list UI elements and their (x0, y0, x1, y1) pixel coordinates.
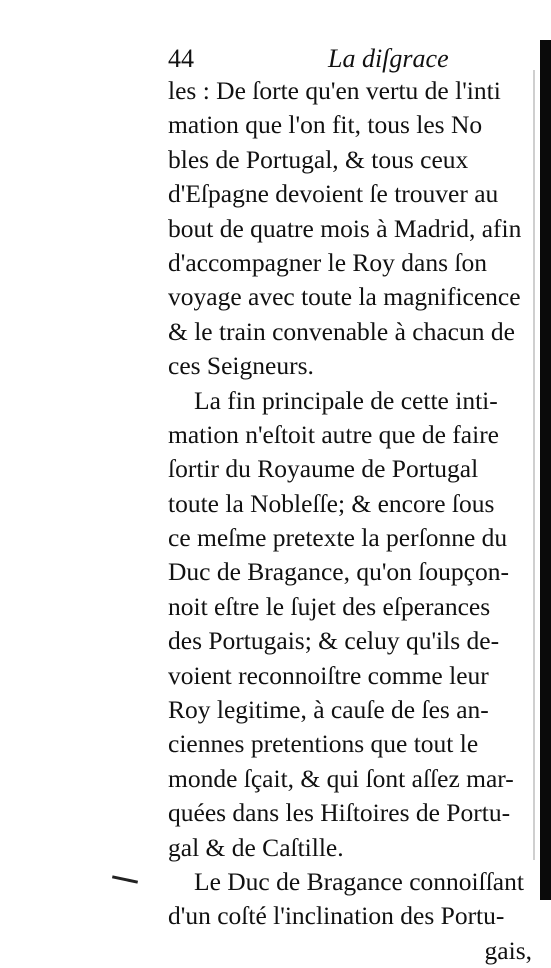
text-line: mation que l'on fit, tous les No (168, 110, 483, 140)
text-line: gal & de Caſtille. (168, 832, 344, 862)
text-line: & le train convenable à chacun de (168, 316, 515, 346)
text-line: ſortir du Royaume de Portugal (168, 454, 479, 484)
text-line: ces Seigneurs. (168, 351, 314, 381)
text-line: La fin principale de cette inti- (194, 385, 498, 415)
text-line: Le Duc de Bragance connoiſſant (194, 866, 524, 896)
text-line: d'accompagner le Roy dans ſon (168, 247, 487, 277)
text-line: Roy legitime, à cauſe de ſes an- (168, 695, 489, 725)
text-line: les : De ſorte qu'en vertu de l'inti (168, 76, 501, 105)
text-line: voyage avec toute la magnificence (168, 282, 521, 312)
text-line: quées dans les Hiſtoires de Portu- (168, 798, 511, 828)
text-line: toute la Nobleſſe; & encore ſous (168, 488, 495, 518)
text-line: ciennes pretentions que tout le (168, 729, 479, 759)
running-title: La diſgrace (328, 44, 449, 73)
text-line: ce meſme pretexte la perſonne du (168, 523, 508, 553)
text-line: bout de quatre mois à Madrid, afin (168, 213, 522, 243)
page-header (168, 44, 528, 76)
text-line: mation n'eſtoit autre que de faire (168, 419, 500, 449)
text-line: voient reconnoiſtre comme leur (168, 660, 489, 690)
text-line: d'un coſté l'inclination des Portu- (168, 901, 505, 931)
text-line: des Portugais; & celuy qu'ils de- (168, 626, 500, 656)
page-number: 44 (168, 44, 194, 73)
body-text (168, 74, 540, 968)
text-line: noit eſtre le ſujet des eſperances (168, 591, 491, 621)
text-line: bles de Portugal, & tous ceux (168, 144, 469, 174)
text-line: Duc de Bragance, qu'on ſoupçon- (168, 557, 509, 587)
catchword: gais, (484, 935, 532, 965)
text-line: d'Eſpagne devoient ſe trouver au (168, 179, 499, 209)
text-line: monde ſçait, & qui ſont aſſez mar- (168, 763, 514, 793)
ink-mark (112, 875, 138, 883)
binding-edge (540, 40, 551, 900)
